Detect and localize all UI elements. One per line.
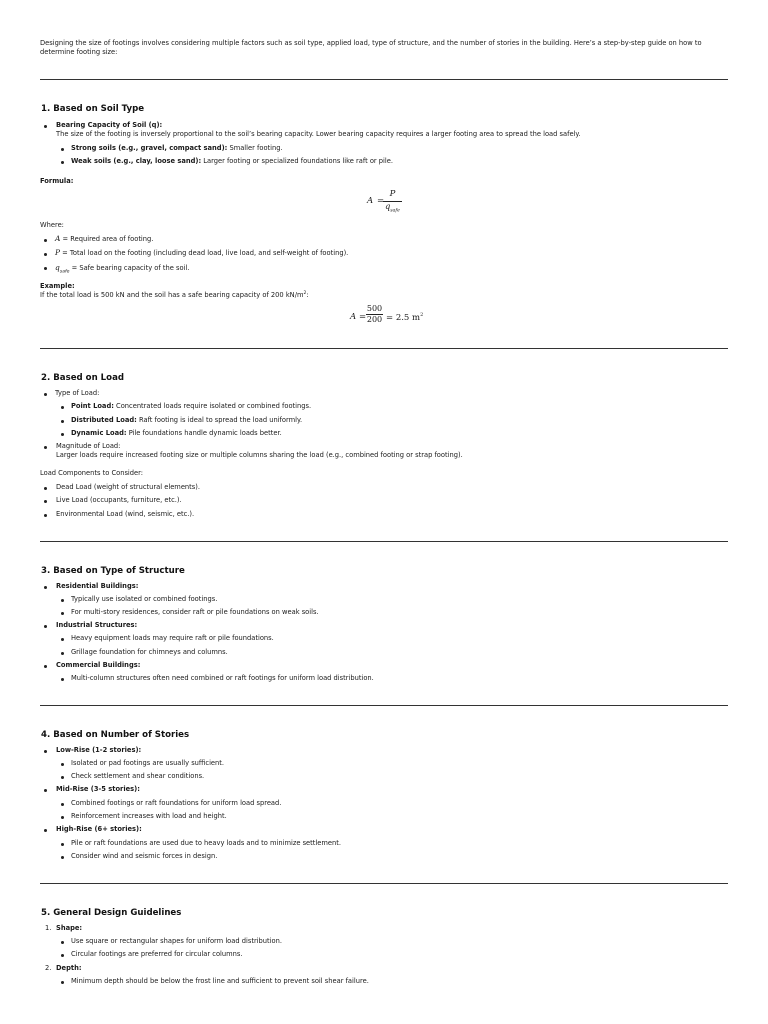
section-title-design-guidelines: 5. General Design Guidelines xyxy=(41,908,182,918)
list-item: Combined footings or raft foundations for uniform load spread. xyxy=(71,799,282,807)
bullet-icon xyxy=(61,638,64,641)
magnitude-text: Larger loads require increased footing size or multiple columns sharing the load (e.g., combined footing or strap footing). xyxy=(56,451,463,459)
bullet-icon xyxy=(44,253,47,256)
section-title-soil-type: 1. Based on Soil Type xyxy=(41,104,145,114)
bullet-icon xyxy=(61,678,64,681)
bullet-icon xyxy=(44,239,47,242)
bearing-capacity-label: Bearing Capacity of Soil (q): xyxy=(56,121,163,129)
type-of-load-label: Type of Load: xyxy=(55,389,100,397)
bullet-icon xyxy=(44,514,47,517)
bullet-icon xyxy=(61,954,64,957)
load-components-label: Load Components to Consider: xyxy=(40,469,144,477)
bullet-icon xyxy=(61,433,64,436)
bullet-icon xyxy=(44,393,47,396)
bullet-icon xyxy=(61,420,64,423)
bearing-capacity-text: The size of the footing is inversely proportional to the soil’s bearing capacity. Lower bearing capacity requires a larger footing area to spread the load safely. xyxy=(56,130,581,138)
list-item: Grillage foundation for chimneys and columns. xyxy=(71,648,228,656)
list-item: Consider wind and seismic forces in design. xyxy=(71,852,218,860)
section-title-load: 2. Based on Load xyxy=(41,373,125,383)
bullet-icon xyxy=(44,829,47,832)
list-item: Check settlement and shear conditions. xyxy=(71,772,205,780)
bullet-icon xyxy=(61,941,64,944)
bullet-icon xyxy=(44,750,47,753)
bullet-icon xyxy=(61,599,64,602)
list-number: 1. xyxy=(45,924,52,932)
bullet-icon xyxy=(61,763,64,766)
example-label: Example: xyxy=(40,282,75,290)
bullet-icon xyxy=(44,789,47,792)
low-rise-label: Low-Rise (1-2 stories): xyxy=(56,746,142,754)
bullet-icon xyxy=(61,148,64,151)
list-number: 2. xyxy=(45,964,52,972)
bullet-icon xyxy=(44,487,47,490)
list-item: Heavy equipment loads may require raft or pile foundations. xyxy=(71,634,274,642)
industrial-label: Industrial Structures: xyxy=(56,621,138,629)
list-item: Environmental Load (wind, seismic, etc.). xyxy=(56,510,195,518)
list-item: Multi-column structures often need combined or raft footings for uniform load distribution. xyxy=(71,674,374,682)
list-item: Circular footings are preferred for circular columns. xyxy=(71,950,243,958)
example-result: = 2.5 $m^2$ xyxy=(386,312,424,323)
example-fraction: 500 200 xyxy=(366,304,383,324)
bullet-icon xyxy=(61,776,64,779)
bullet-icon xyxy=(61,843,64,846)
list-item: Reinforcement increases with load and height. xyxy=(71,812,227,820)
list-item: Live Load (occupants, furniture, etc.). xyxy=(56,496,182,504)
high-rise-label: High-Rise (6+ stories): xyxy=(56,825,142,833)
where-capacity-item: $q_{safe}$ = Safe bearing capacity of the soil. xyxy=(55,263,190,275)
list-item: Pile or raft foundations are used due to heavy loads and to minimize settlement. xyxy=(71,839,342,847)
where-load-item: P = Total load on the footing (including dead load, live load, and self-weight of footing). xyxy=(55,248,349,257)
bullet-icon xyxy=(44,267,47,270)
depth-label: Depth: xyxy=(56,964,82,972)
distributed-load-item: Distributed Load: Raft footing is ideal to spread the load uniformly. xyxy=(71,416,303,424)
strong-soils-item: Strong soils (e.g., gravel, compact sand): Smaller footing. xyxy=(71,144,283,152)
list-item: Dead Load (weight of structural elements). xyxy=(56,483,201,491)
magnitude-label: Magnitude of Load: xyxy=(56,442,121,450)
shape-label: Shape: xyxy=(56,924,83,932)
formula-fraction: P $q_{safe}$ xyxy=(383,189,402,214)
list-item: For multi-story residences, consider raft or pile foundations on weak soils. xyxy=(71,608,319,616)
bullet-icon xyxy=(61,161,64,164)
mid-rise-label: Mid-Rise (3-5 stories): xyxy=(56,785,140,793)
example-text: If the total load is 500 kN and the soil has a safe bearing capacity of 200 $kN/m^2$: xyxy=(40,291,309,300)
section-divider xyxy=(40,705,728,706)
bullet-icon xyxy=(61,612,64,615)
bullet-icon xyxy=(44,125,47,128)
bullet-icon xyxy=(44,586,47,589)
list-item: Use square or rectangular shapes for uniform load distribution. xyxy=(71,937,282,945)
bullet-icon xyxy=(61,856,64,859)
point-load-item: Point Load: Concentrated loads require isolated or combined footings. xyxy=(71,402,312,410)
section-title-number-of-stories: 4. Based on Number of Stories xyxy=(41,730,190,740)
bullet-icon xyxy=(61,803,64,806)
where-label: Where: xyxy=(40,221,64,229)
document-page: Designing the size of footings involves considering multiple factors such as soil type, applied load, type of structure, and the number of stories in the building. Here’s a step-by-step guide on how to determine footing size: 1. Based on Soil Type Bearing Capacity of Soil (q): The size of the footing is inversely proportional to the soil’s bearing capacity. Lower bearing capacity requires a larger footing area to spread the load safely. Strong soils (e.g., gravel, compact sand): Smaller footing. Weak soils (e.g., clay, loose sand): Larger footing or specialized foundations like raft or pile. Formula: A = P $q_{safe}$ Where: A = Required area of footing. P = Total load on the footing (including dead load, live load, and self-weight of footing). $q_{safe}$ = Safe bearing capacity of the soil. Example: If the total load is 500 kN and the soil has a safe bearing capacity of 200 $kN/m^2$: A = 500 200 = 2.5 $m^2$ 2. Based on Load Type of Load: Point Load: Concentrated loads require isolated or combined footings. Distributed Load: Raft footing is ideal to spread the load uniformly. Dynamic Load: Pile foundations handle dynamic loads better. Magnitude of Load: Larger loads require increased footing size or multiple columns sharing the load (e.g., combined footing or strap footing). Load Components to Consider: Dead Load (weight of structural elements). Live Load (occupants, furniture, etc.). Environmental Load (wind, seismic, etc.). 3. Based on Type of Structure Residential Buildings: Typically use isolated or combined footings. For multi-story residences, consider raft or pile foundations on weak soils. Industrial Structures: Heavy equipment loads may require raft or pile foundations. Grillage foundation for chimneys and columns. Commercial Buildings: Multi-column structures often need combined or raft footings for uniform load distribution. 4. Based on Number of Stories Low-Rise (1-2 stories): Isolated or pad footings are usually sufficient. Check settlement and shear conditions. Mid-Rise (3-5 stories): Combined footings or raft foundations for uniform load spread. Reinforcement increases with load and height. High-Rise (6+ stories): Pile or raft foundations are used due to heavy loads and to minimize settlement. Consider wind and seismic forces in design. 5. General Design Guidelines 1. Shape: Use square or rectangular shapes for uniform load distribution. Circular footings are preferred for circular columns. 2. Depth: Minimum depth should be below the frost line and sufficient to prevent soil shear failure. xyxy=(0,0,768,1024)
section-divider xyxy=(40,348,728,349)
formula-label: Formula: xyxy=(40,177,74,185)
bullet-icon xyxy=(44,446,47,449)
dynamic-load-item: Dynamic Load: Pile foundations handle dynamic loads better. xyxy=(71,429,282,437)
weak-soils-item: Weak soils (e.g., clay, loose sand): Larger footing or specialized foundations like raft or pile. xyxy=(71,157,394,165)
bullet-icon xyxy=(44,665,47,668)
where-area-item: A = Required area of footing. xyxy=(55,234,154,243)
bullet-icon xyxy=(61,406,64,409)
section-divider xyxy=(40,541,728,542)
residential-label: Residential Buildings: xyxy=(56,582,139,590)
bullet-icon xyxy=(61,816,64,819)
bullet-icon xyxy=(44,500,47,503)
section-title-structure-type: 3. Based on Type of Structure xyxy=(41,566,185,576)
section-divider xyxy=(40,79,728,80)
bullet-icon xyxy=(61,652,64,655)
list-item: Minimum depth should be below the frost line and sufficient to prevent soil shear failure. xyxy=(71,977,369,985)
bullet-icon xyxy=(61,981,64,984)
intro-paragraph: Designing the size of footings involves considering multiple factors such as soil type, applied load, type of structure, and the number of stories in the building. Here’s a step-by-step guide on how to determine footing size: xyxy=(40,39,702,57)
bullet-icon xyxy=(44,625,47,628)
list-item: Typically use isolated or combined footings. xyxy=(71,595,218,603)
list-item: Isolated or pad footings are usually sufficient. xyxy=(71,759,225,767)
section-divider xyxy=(40,883,728,884)
commercial-label: Commercial Buildings: xyxy=(56,661,141,669)
